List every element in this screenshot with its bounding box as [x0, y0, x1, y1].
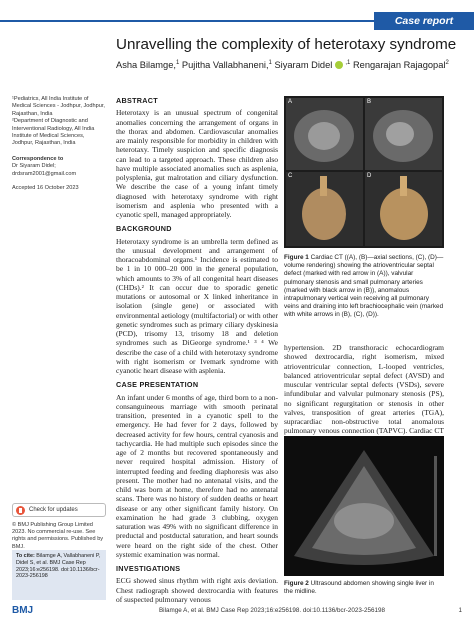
footer-citation: Bilamge A, et al. BMJ Case Rep 2023;16:e256198. doi:10.1136/bcr-2023-256198 — [158, 607, 386, 614]
author-name[interactable]: Asha Bilamge, — [116, 60, 176, 71]
page-footer — [12, 603, 462, 621]
orcid-icon[interactable] — [335, 61, 343, 69]
citation-label: To cite: — [16, 553, 35, 559]
panel-label: B — [367, 99, 372, 105]
correspondence-email[interactable]: drdsram2001@gmail.com — [12, 170, 77, 177]
investigations-heading: INVESTIGATIONS — [116, 564, 181, 573]
figure-1-caption — [284, 254, 444, 320]
main-column-left — [116, 96, 278, 604]
abstract-text: Heterotaxy is an unusual spectrum of congenital anomalies concerning the arrangement of organs in the thorax and abdomen. Cardiovascular anomalies are mainly responsible for morbidity in children with heterotaxy. Timely suspicion and specific diagnosis can lead to a targeted approach. These children also have multiple associated anomalies such as asplenia, polysplenia, gut malrotation and ciliary dysfunction. We describe the case of a young infant timely diagnosed with heterotaxy syndrome with right isomerism and asplenia who presented with a cyanotic spell, managed appropriately. — [116, 108, 278, 219]
ultrasound-scan — [284, 436, 444, 576]
author-name[interactable]: Rengarajan Rajagopal — [350, 60, 446, 71]
ct-image-panels — [284, 96, 444, 248]
article-title: Unravelling the complexity of heterotaxy syndrome — [116, 36, 457, 53]
check-for-updates-button[interactable] — [12, 503, 106, 517]
update-check-icon — [16, 506, 25, 515]
figure-2-caption — [284, 580, 444, 596]
article-type-badge: Case report — [374, 12, 474, 30]
check-for-updates-label: Check for updates — [29, 507, 78, 513]
affiliation-1: ¹Pediatrics, All India Institute of Medical Sciences - Jodhpur, Jodhpur, Rajasthan, India — [12, 96, 105, 117]
citation-box — [12, 550, 106, 600]
journal-header-bar — [0, 12, 474, 30]
citation-text: Bilamge A, Vallabhaneni P, Didel S, et al. BMJ Case Rep 2023;16:e256198. doi:10.1136/bcr-2023-256198 — [16, 553, 101, 580]
accepted-date: Accepted 16 October 2023 — [12, 185, 79, 192]
panel-label: D — [367, 173, 372, 179]
author-name[interactable]: Pujitha Vallabhaneni, — [179, 60, 269, 71]
echo-findings-paragraph: hypertension. 2D transthoracic echocardiogram showed dextrocardia, right isomerism, mixed atrioventricular connection, L-looped ventricles, balanced atrioventricular septal defect (AVSD) and muscular ventricular septal defects (VSDs), severe infundibular and valvular pulmonary stenosis (PS), no significant regurgitation or stenosis in other valves, transposition of great arteries (TGA), supracardiac non-obstructive total anomalous pulmonary venous connection (TAPVC). Cardiac CT — [284, 343, 444, 436]
investigations-paragraph: ECG showed sinus rhythm with right axis deviation. Chest radiograph showed dextrocardia with features of suspected pulmonary venous — [116, 576, 278, 604]
figure-2-label: Figure 2 — [284, 580, 309, 587]
article-sidebar — [12, 96, 106, 192]
correspondence-name: Dr Siyaram Didel; — [12, 163, 56, 170]
background-paragraph: Heterotaxy syndrome is an umbrella term defined as the unusual development and arrangement of thoracoabdominal organs.¹ Incidence is estimated to be 1 in 10 000–20 000 in the general population, which amounts to 3% of all congenital heart diseases (CHDs).² It can occur due to sporadic genetic mutations or autosomal or X linked inheritance in isolation (single gene) or associated with environmental aetiology (multifactorial) or with other genetic syndromes such as primary ciliary dyskinesia (PCD), trisomy 13, trisomy 18 and deletion syndromes such as DiGeorge syndrome.¹ ³ ⁴ We describe the case of a child with heterotaxy syndrome with right isomerism or Ivemark syndrome with cyanotic heart disease with asplenia. — [116, 236, 278, 375]
figure-1-caption-text: Cardiac CT ((A), (B)—axial sections, (C), (D)—volume rendering) showing the atrioventricular septal defect (marked with red arrow in (A)), valvular pulmonary stenosis and small pulmonary arteries (marked with black arrow in (B)), anomalous intrapulmonary vertical vein receiving all pulmonary veins and draining into left brachiocephalic vein (marked with white arrows in (B), (C), (D)). — [284, 254, 444, 319]
figure-2-caption-text: Ultrasound abdomen showing single liver in the midline. — [284, 580, 434, 596]
author-list — [116, 60, 466, 71]
bmj-logo[interactable]: BMJ — [12, 605, 34, 616]
background-heading: BACKGROUND — [116, 224, 172, 234]
panel-label: C — [288, 173, 293, 179]
figure-1-label: Figure 1 — [284, 254, 309, 261]
author-affiliation-mark: 2 — [445, 60, 449, 66]
author-affiliation-mark: ,1 — [345, 60, 351, 66]
author-affiliation-mark: 1 — [175, 60, 180, 66]
author-affiliation-mark: 1 — [268, 60, 272, 66]
case-presentation-paragraph: An infant under 6 months of age, third born to a non-consanguineous marriage with smooth perinatal transition, presented in a cyanotic spell to the emergency. He had fever for 2 days, followed by decreased activity for few hours, central cyanosis and tachycardia. He had multiple such episodes since the age of 2 months but recovered spontaneously and never required hospital admission. History of interrupted feeding and feeding diaphoresis was also present. The mother had no antenatal visits, and the child was born at home, therefore had no antenatal scans. There was no history of sudden deaths or heart disease or any other significant family history. On examination he had grade 3 clubbing, oxygen saturation was 49% with no significant difference in preductal and postductal saturation, and heart sounds were heard on the right side of the chest. Other systemic examination was normal. — [116, 392, 278, 559]
panel-label: A — [288, 99, 293, 105]
figure-2-ultrasound-image[interactable] — [284, 436, 444, 576]
author-name[interactable]: Siyaram Didel — [271, 60, 333, 71]
copyright-notice: © BMJ Publishing Group Limited 2023. No commercial re-use. See rights and permissions. Published by BMJ. — [12, 522, 104, 550]
affiliation-2: ²Department of Diagnostic and Interventional Radiology, All India Institute of Medical Sciences, Jodhpur, Rajasthan, India — [12, 118, 95, 147]
figure-1-ct-images[interactable] — [284, 96, 444, 248]
correspondence-label: Correspondence to — [12, 155, 64, 162]
abstract-heading: ABSTRACT — [116, 96, 158, 105]
case-presentation-heading: CASE PRESENTATION — [116, 380, 199, 390]
page-number: 1 — [458, 607, 462, 614]
